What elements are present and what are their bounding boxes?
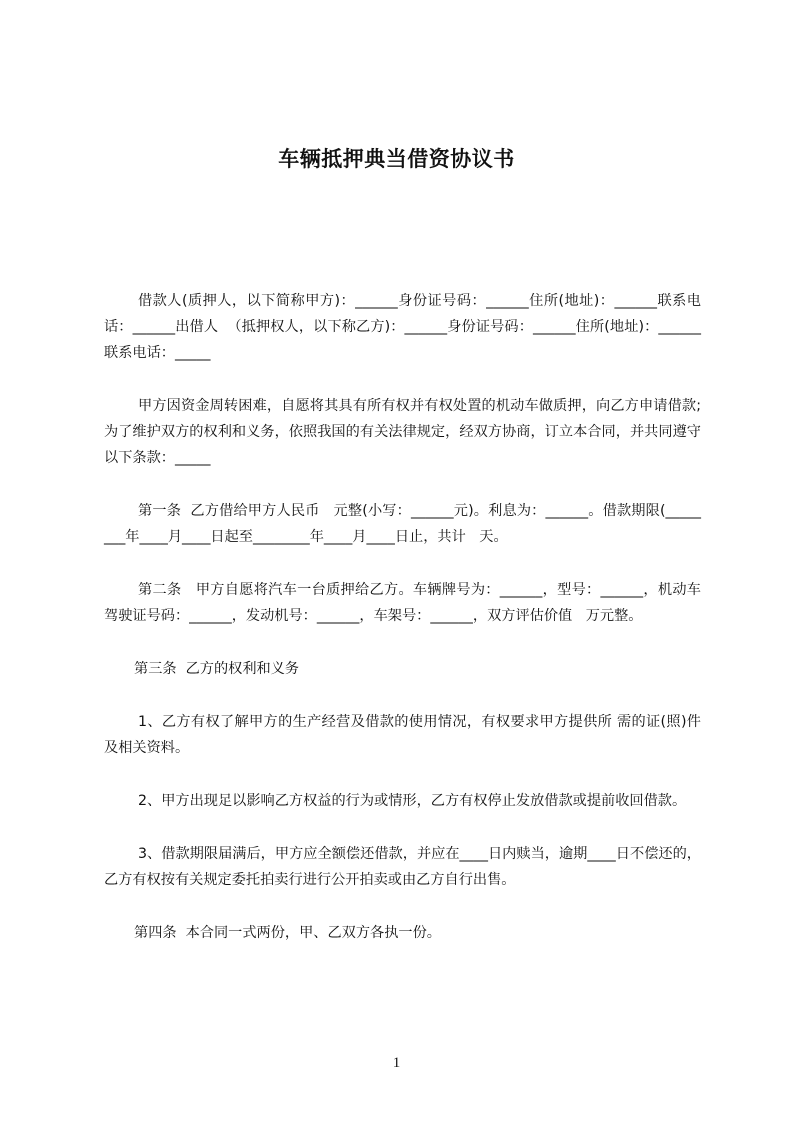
article-4: 第四条 本合同一式两份，甲、乙双方各执一份。 xyxy=(134,925,441,941)
article-2: 第二条 甲方自愿将汽车一台质押给乙方。车辆牌号为：______，型号：______，机动车驾驶证号码：______，发动机号：______，车架号：______，双方评估价值 万元整。 xyxy=(104,582,701,624)
document-body xyxy=(104,288,701,973)
parties-paragraph: 借款人(质押人，以下简称甲方)：______身份证号码：______住所(地址)：______联系电话：______出借人 （抵押权人，以下称乙方)：______身份证号码：______住所(地址)：______联系电话：_____ xyxy=(104,293,701,361)
page-number: 1 xyxy=(392,1055,401,1071)
article-3-item-3: 3、借款期限届满后，甲方应全额偿还借款，并应在____日内赎当，逾期____日不偿还的，乙方有权按有关规定委托拍卖行进行公开拍卖或由乙方自行出售。 xyxy=(104,846,701,888)
article-3-item-2: 2、甲方出现足以影响乙方权益的行为或情形，乙方有权停止发放借款或提前收回借款。 xyxy=(138,793,687,809)
preamble-paragraph: 甲方因资金周转困难，自愿将其具有所有权并有权处置的机动车做质押，向乙方申请借款;为了维护双方的权利和义务，依照我国的有关法律规定，经双方协商，订立本合同，并共同遵守以下条款：_____ xyxy=(104,398,701,466)
article-3-item-1: 1、乙方有权了解甲方的生产经营及借款的使用情况，有权要求甲方提供所 需的证(照)件及相关资料。 xyxy=(104,714,701,756)
document-title: 车辆抵押典当借资协议书 xyxy=(278,147,515,171)
article-3-title: 第三条 乙方的权利和义务 xyxy=(134,661,300,677)
article-1: 第一条 乙方借给甲方人民币 元整(小写：______元)。利息为：______。借款期限(________年____月____日起至________年____月____日止，共计 天。 xyxy=(104,503,701,545)
